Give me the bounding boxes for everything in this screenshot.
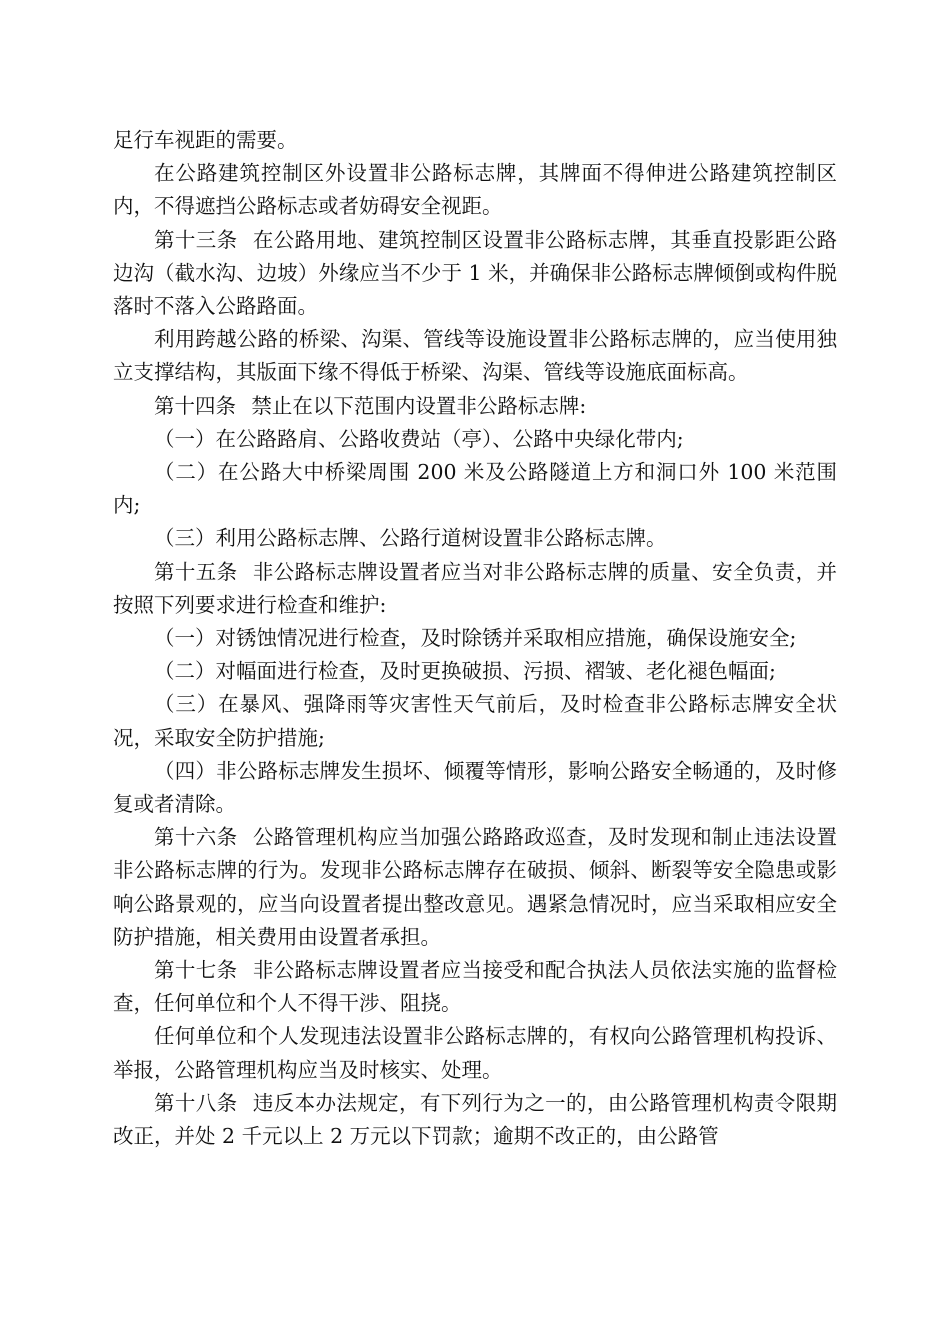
paragraph-text: （二）对幅面进行检查，及时更换破损、污损、褶皱、老化褪色幅面; bbox=[154, 659, 776, 684]
document-body bbox=[113, 124, 837, 1153]
paragraph-text: 足行车视距的需要。 bbox=[113, 128, 298, 152]
article-paragraph bbox=[113, 224, 837, 324]
article-number: 第十六条 bbox=[154, 825, 238, 850]
list-item bbox=[113, 522, 837, 555]
paragraph bbox=[113, 1020, 837, 1086]
list-item bbox=[113, 688, 837, 754]
paragraph-text: 非公路标志牌设置者应当对非公路标志牌的质量、安全负责，并按照下列要求进行检查和维护: bbox=[113, 559, 837, 617]
paragraph-text: 利用跨越公路的桥梁、沟渠、管线等设施设置非公路标志牌的，应当使用独立支撑结构，其版面下缘不得低于桥梁、沟渠、管线等设施底面标高。 bbox=[113, 327, 837, 385]
paragraph bbox=[113, 124, 837, 157]
list-item bbox=[113, 622, 837, 655]
paragraph-text: 违反本办法规定，有下列行为之一的，由公路管理机构责令限期改正，并处 2 千元以上 2 万元以下罚款；逾期不改正的，由公路管 bbox=[113, 1090, 837, 1149]
paragraph-text: （三）在暴风、强降雨等灾害性天气前后，及时检查非公路标志牌安全状况，采取安全防护措施; bbox=[113, 692, 837, 750]
paragraph-text: 公路管理机构应当加强公路路政巡查，及时发现和制止违法设置非公路标志牌的行为。发现非公路标志牌存在破损、倾斜、断裂等安全隐患或影响公路景观的，应当向设置者提出整改意见。遇紧急情况时，应当采取相应安全防护措施，相关费用由设置者承担。 bbox=[113, 825, 837, 949]
article-paragraph bbox=[113, 954, 837, 1020]
paragraph-text: （三）利用公路标志牌、公路行道树设置非公路标志牌。 bbox=[154, 526, 667, 551]
paragraph-text: 在公路建筑控制区外设置非公路标志牌，其牌面不得伸进公路建筑控制区内，不得遮挡公路标志或者妨碍安全视距。 bbox=[113, 161, 837, 219]
list-item bbox=[113, 456, 837, 522]
article-number: 第十三条 bbox=[154, 227, 238, 252]
article-number: 第十四条 bbox=[154, 393, 236, 418]
paragraph-text: 在公路用地、建筑控制区设置非公路标志牌，其垂直投影距公路边沟（截水沟、边坡）外缘应当不少于 1 米，并确保非公路标志牌倾倒或构件脱落时不落入公路路面。 bbox=[113, 227, 837, 319]
paragraph-text: （一）对锈蚀情况进行检查，及时除锈并采取相应措施，确保设施安全; bbox=[154, 626, 797, 651]
article-paragraph bbox=[113, 1087, 837, 1153]
paragraph-text: （四）非公路标志牌发生损坏、倾覆等情形，影响公路安全畅通的，及时修复或者清除。 bbox=[113, 758, 837, 817]
article-paragraph bbox=[113, 390, 837, 423]
paragraph-text: 非公路标志牌设置者应当接受和配合执法人员依法实施的监督检查，任何单位和个人不得干涉、阻挠。 bbox=[113, 958, 837, 1016]
paragraph-text: 禁止在以下范围内设置非公路标志牌: bbox=[251, 393, 587, 418]
article-number: 第十五条 bbox=[154, 559, 238, 584]
list-item bbox=[113, 655, 837, 688]
list-item bbox=[113, 755, 837, 821]
paragraph-text: （一）在公路路肩、公路收费站（亭）、公路中央绿化带内; bbox=[154, 426, 684, 451]
article-paragraph bbox=[113, 556, 837, 622]
article-number: 第十七条 bbox=[154, 958, 238, 983]
paragraph-text: （二）在公路大中桥梁周围 200 米及公路隧道上方和洞口外 100 米范围内; bbox=[113, 460, 837, 518]
article-number: 第十八条 bbox=[154, 1090, 238, 1115]
paragraph-text: 任何单位和个人发现违法设置非公路标志牌的，有权向公路管理机构投诉、举报，公路管理机构应当及时核实、处理。 bbox=[113, 1024, 837, 1082]
paragraph bbox=[113, 323, 837, 389]
paragraph bbox=[113, 157, 837, 223]
list-item bbox=[113, 423, 837, 456]
article-paragraph bbox=[113, 821, 837, 954]
